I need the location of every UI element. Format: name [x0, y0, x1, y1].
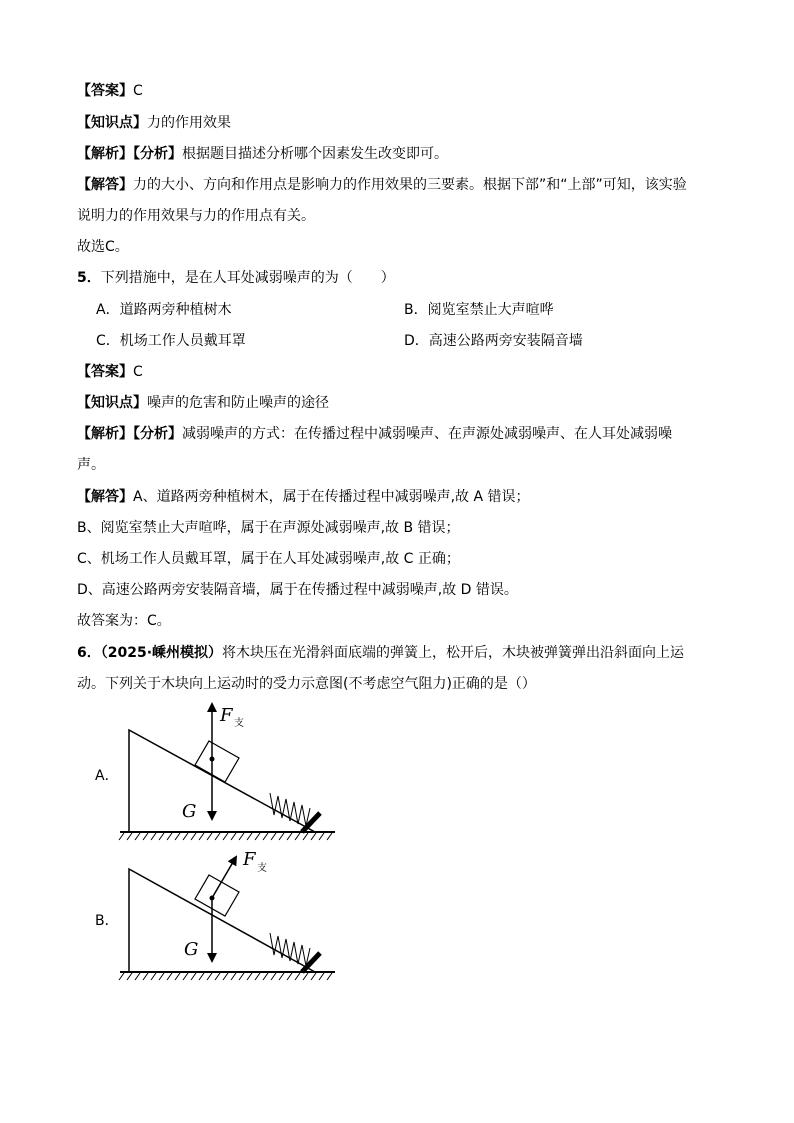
solution-tag: 【解答】: [77, 177, 133, 193]
q5-option-c: C．机场工作人员戴耳罩: [96, 333, 246, 349]
q4-analysis: [77, 144, 448, 164]
knowledge-value: 力的作用效果: [147, 115, 231, 131]
spring: [270, 933, 310, 966]
ground-hatch: [119, 833, 332, 840]
analysis-tag: 【解析】【分析】: [77, 426, 182, 442]
question-stem: 下列措施中，是在人耳处减弱噪声的为（ ）: [100, 270, 395, 286]
q5-solution-c: C、机场工作人员戴耳罩，属于在人耳处减弱噪声,故 C 正确；: [77, 551, 460, 567]
q5-solution-b: B、阅览室禁止大声喧哗，属于在声源处减弱噪声,故 B 错误；: [77, 520, 460, 536]
support-force-label: F: [243, 849, 256, 870]
question-number: 5．: [77, 270, 101, 286]
q4-conclusion: 故选C。: [77, 239, 129, 255]
answer-tag: 【答案】: [77, 83, 133, 99]
question-number: 6．: [77, 645, 101, 661]
q5-solution-d: D、高速公路两旁安装隔音墙，属于在传播过程中减弱噪声,故 D 错误。: [77, 582, 518, 598]
solution-text: A、道路两旁种植树木，属于在传播过程中减弱噪声,故 A 错误；: [133, 489, 530, 505]
knowledge-tag: 【知识点】: [77, 395, 147, 411]
answer-value: C: [133, 364, 143, 380]
answer-value: C: [133, 83, 143, 99]
q5-option-b: B．阅览室禁止大声喧哗: [404, 302, 554, 318]
gravity-label: G: [182, 801, 197, 822]
q4-solution-line2: 说明力的作用效果与力的作用点有关。: [77, 208, 315, 224]
q4-solution-line1: [77, 175, 687, 195]
q6-stem-line1: [77, 643, 684, 663]
answer-tag: 【答案】: [77, 364, 133, 380]
q6-stem-line2: 动。下列关于木块向上运动时的受力示意图(不考虑空气阻力)正确的是（）: [77, 676, 536, 692]
support-force-subscript: 支: [234, 718, 244, 729]
q6-figure-b: [110, 845, 350, 990]
q6-option-a-label: A．: [95, 768, 119, 784]
q4-answer: [77, 81, 143, 101]
incline: [129, 730, 315, 832]
question-stem: 将木块压在光滑斜面底端的弹簧上，松开后，木块被弹簧弹出沿斜面向上运: [222, 645, 685, 661]
analysis-tag: 【解析】【分析】: [77, 146, 182, 162]
q4-knowledge: [77, 113, 231, 133]
q5-knowledge: [77, 393, 329, 413]
q5-stem: [77, 268, 395, 288]
knowledge-tag: 【知识点】: [77, 115, 147, 131]
q5-analysis-line1: [77, 424, 672, 444]
analysis-text: 减弱噪声的方式：在传播过程中减弱噪声、在声源处减弱噪声、在人耳处减弱噪: [182, 426, 672, 442]
ground-hatch: [119, 973, 332, 980]
q5-solution-a: [77, 487, 530, 507]
knowledge-value: 噪声的危害和防止噪声的途径: [147, 395, 329, 411]
gravity-label: G: [184, 939, 199, 960]
spring: [270, 793, 310, 826]
solution-tag: 【解答】: [77, 489, 133, 505]
support-force-label: F: [220, 705, 233, 726]
block: [195, 741, 239, 782]
solution-text: 力的大小、方向和作用点是影响力的作用效果的三要素。根据下部”和“上部”可知，该实验: [133, 177, 687, 193]
q5-option-a: A．道路两旁种植树木: [96, 302, 232, 318]
q6-figure-a: [110, 695, 350, 845]
q5-option-d: D．高速公路两旁安装隔音墙: [404, 333, 583, 349]
question-source: （2025·嵊州模拟）: [100, 645, 223, 661]
q6-option-b-label: B．: [95, 913, 119, 929]
q5-analysis-line2: 声。: [77, 457, 105, 473]
support-force-subscript: 支: [257, 863, 267, 874]
analysis-text: 根据题目描述分析哪个因素发生改变即可。: [182, 146, 448, 162]
q5-conclusion: 故答案为：C。: [77, 613, 171, 629]
q5-answer: [77, 362, 143, 382]
